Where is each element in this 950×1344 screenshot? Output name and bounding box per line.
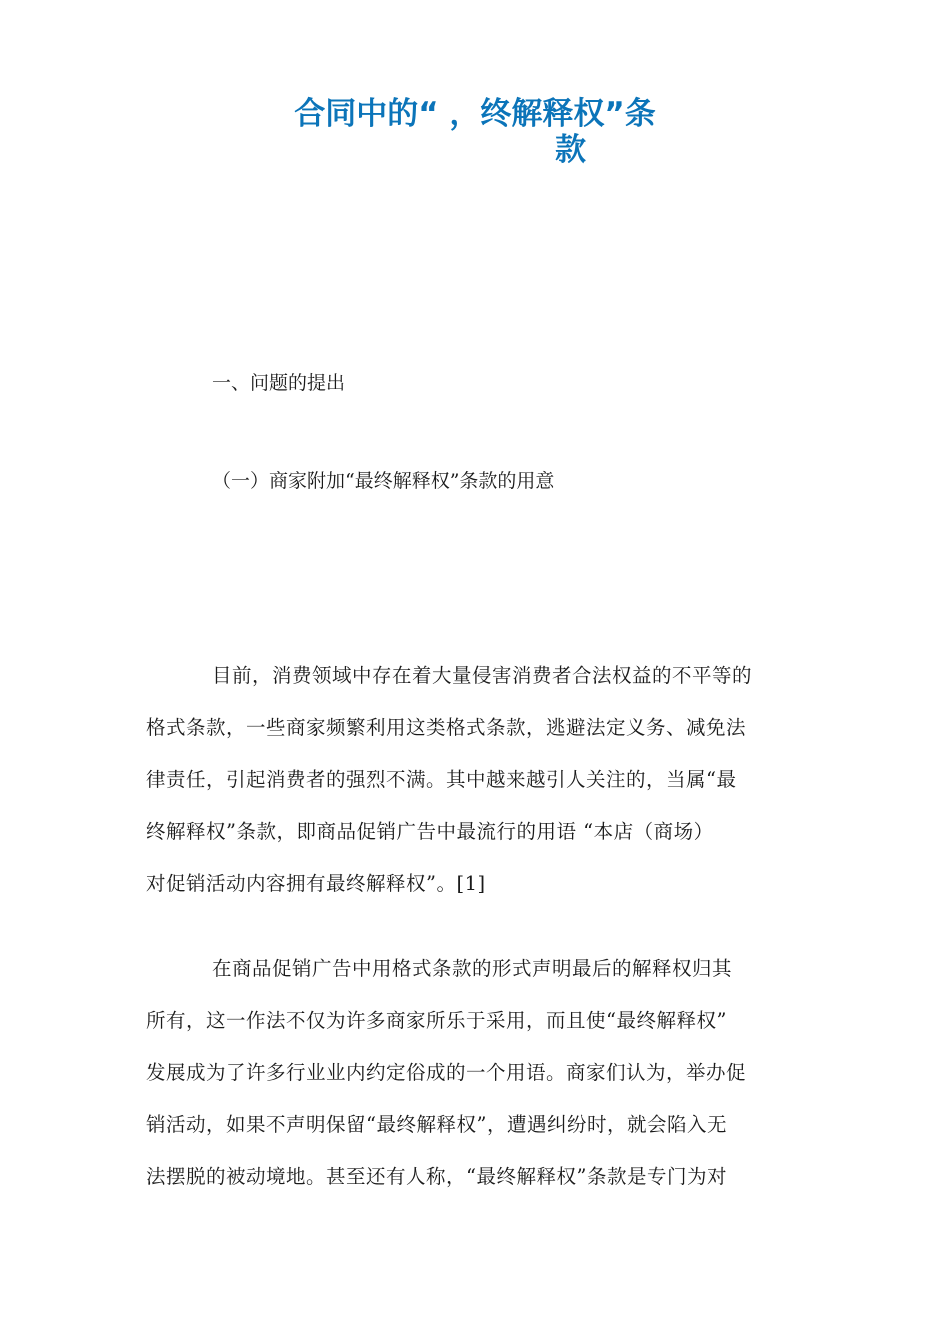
paragraph-line: 法摆脱的被动境地。甚至还有人称，“最终解释权”条款是专门为对 <box>146 1165 727 1188</box>
document-title-line-2: 款 <box>555 132 586 168</box>
paragraph-line: 发展成为了许多行业业内约定俗成的一个用语。商家们认为，举办促 <box>146 1061 747 1084</box>
paragraph-2 <box>146 943 818 1203</box>
paragraph-line: 终解释权”条款，即商品促销广告中最流行的用语 “本店（商场） <box>146 820 714 843</box>
section-heading: 一、问题的提出 <box>212 372 346 394</box>
paragraph-1 <box>146 650 818 910</box>
paragraph-line: 销活动，如果不声明保留“最终解释权”，遭遇纠纷时，就会陷入无 <box>146 1113 727 1136</box>
document-title-line-1: 合同中的“ ，终解释权”条 <box>294 96 656 132</box>
paragraph-line: 所有，这一作法不仅为许多商家所乐于采用，而且使“最终解释权” <box>146 1009 727 1032</box>
paragraph-line: 在商品促销广告中用格式条款的形式声明最后的解释权归其 <box>212 957 733 980</box>
paragraph-line: 律责任，引起消费者的强烈不满。其中越来越引人关注的，当属“最 <box>146 768 737 791</box>
paragraph-line: 目前，消费领域中存在着大量侵害消费者合法权益的不平等的 <box>212 664 753 687</box>
paragraph-line: 对促销活动内容拥有最终解释权”。[1] <box>146 872 486 895</box>
paragraph-line: 格式条款，一些商家频繁利用这类格式条款，逃避法定义务、减免法 <box>146 716 747 739</box>
subsection-heading: （一）商家附加“最终解释权”条款的用意 <box>212 470 555 492</box>
